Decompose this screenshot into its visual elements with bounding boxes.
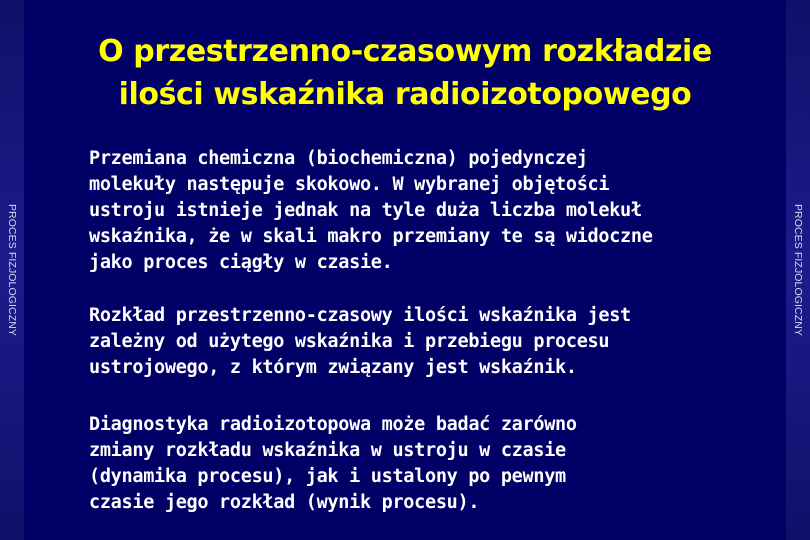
right-side-band xyxy=(786,0,810,540)
left-side-band xyxy=(0,0,24,540)
paragraph-2: Rozkład przestrzenno-czasowy ilości wskaźnika jest zależny od użytego wskaźnika i przebiegu procesu ustrojowego, z którym związany jest wskaźnik. xyxy=(89,305,631,378)
slide-title: O przestrzenno-czasowym rozkładzie ilości wskaźnika radioizotopowego xyxy=(98,34,712,112)
left-side-label: PROCES FIZJOLOGICZNY xyxy=(6,203,18,337)
paragraph-1: Przemiana chemiczna (biochemiczna) pojedynczej molekuły następuje skokowo. W wybranej objętości ustroju istnieje jednak na tyle duża liczba molekuł wskaźnika, że w skali makro przemiany te są widoczne jako proces ciągły w czasie. xyxy=(89,148,653,273)
right-side-label: PROCES FIZJOLOGICZNY xyxy=(792,203,804,337)
paragraph-3: Diagnostyka radioizotopowa może badać zarówno zmiany rozkładu wskaźnika w ustroju w czasie (dynamika procesu), jak i ustalony po pewnym czasie jego rozkład (wynik procesu). xyxy=(89,414,577,513)
